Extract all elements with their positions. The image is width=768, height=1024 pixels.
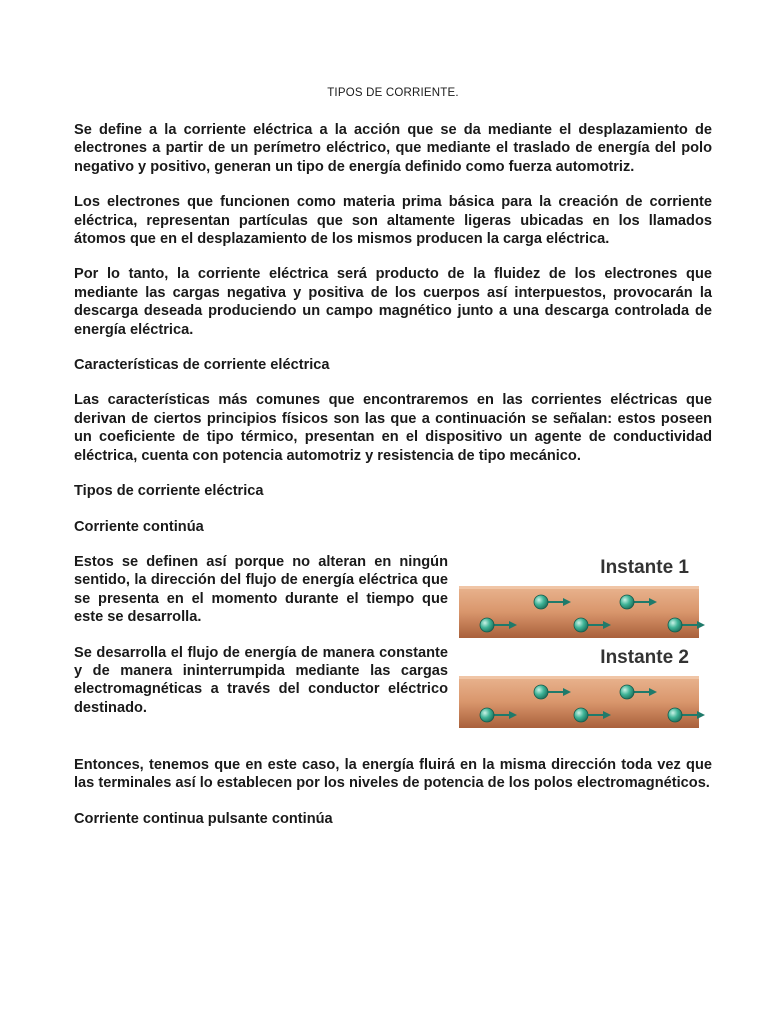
paragraph-electrons: Los electrones que funcionen como materia prima básica para la creación de corriente eléctrica, representan partículas que son altamente ligeras ubicadas en los llamados átomos que en el desplazamiento de los mismos producen la carga eléctrica. bbox=[74, 194, 712, 248]
heading-characteristics: Características de corriente eléctrica bbox=[74, 357, 330, 374]
paragraph-conclusion: Por lo tanto, la corriente eléctrica será producto de la fluidez de los electrones que mediante las cargas negativa y positiva de los cuerpos así interpuestos, provocarán la descarga deseada produciendo un campo magnético junto a una descarga controlada de energía eléctrica. bbox=[74, 266, 712, 338]
heading-pulsating-current: Corriente continua pulsante continúa bbox=[74, 810, 333, 827]
instante-2-label: Instante 2 bbox=[600, 646, 689, 668]
paragraph-dc-direction: Entonces, tenemos que en este caso, la energía fluirá en la misma dirección toda vez que las terminales así lo establecen por los niveles de potencia de los polos electromagnéticos. bbox=[74, 756, 712, 792]
paragraph-dc-definition: Estos se definen así porque no alteran en ningún sentido, la dirección del flujo de energía eléctrica que se presenta en el momento durante el tiempo que este se desarrolla. bbox=[74, 553, 448, 626]
heading-types: Tipos de corriente eléctrica bbox=[74, 483, 264, 500]
electron-flow-diagram bbox=[459, 553, 715, 733]
paragraph-dc-flow: Se desarrolla el flujo de energía de manera constante y de manera ininterrumpida mediante las cargas electromagnéticas a través del conductor eléctrico destinado. bbox=[74, 644, 448, 716]
paragraph-definition: Se define a la corriente eléctrica a la acción que se da mediante el desplazamiento de electrones a partir de un perímetro eléctrico, que mediante el traslado de energía del polo negativo y positivo, generan un tipo de energía definido como fuerza automotriz. bbox=[74, 122, 712, 175]
direct-current-section bbox=[74, 553, 712, 746]
heading-direct-current: Corriente continúa bbox=[74, 518, 204, 535]
document-title: TIPOS DE CORRIENTE. bbox=[327, 87, 459, 99]
instante-1-label: Instante 1 bbox=[600, 556, 689, 578]
document-body bbox=[74, 121, 712, 845]
direct-current-text bbox=[74, 553, 448, 734]
paragraph-characteristics: Las características más comunes que encontraremos en las corrientes eléctricas que derivan de ciertos principios físicos son las que a continuación se señalan: estos poseen un coeficiente de tipo térmico, presentan en el dispositivo un agente de conductividad eléctrica, cuenta con potencia automotriz y resistencia de tipo mecánico. bbox=[74, 392, 712, 464]
